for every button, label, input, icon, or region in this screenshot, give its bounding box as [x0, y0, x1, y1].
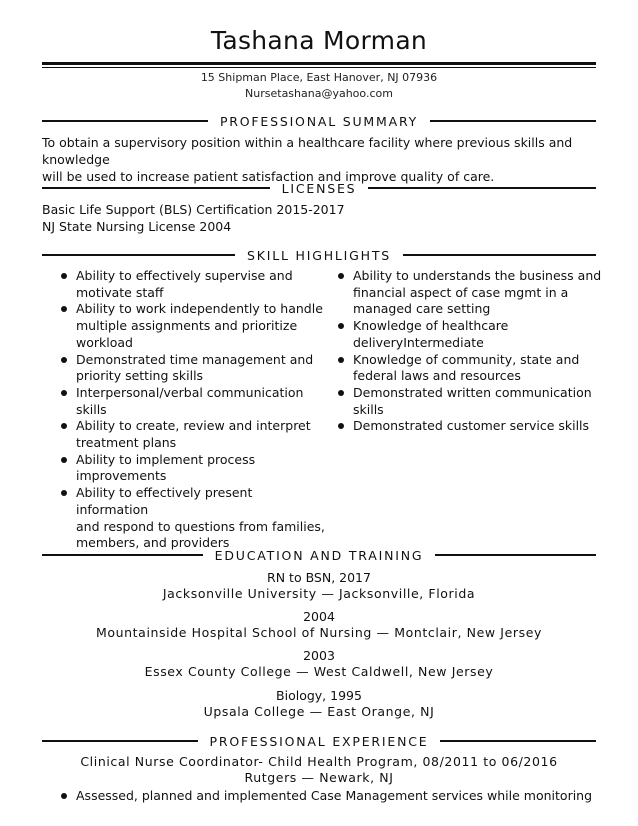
skills-heading [42, 248, 596, 262]
licenses-heading-label: LICENSES [281, 180, 357, 196]
school-location: East Orange, NJ [327, 704, 435, 719]
bullet-dot-icon [61, 390, 67, 396]
skills-left-column [76, 268, 326, 552]
education-heading [42, 548, 596, 562]
header-rule-thick [42, 62, 596, 65]
school-location: West Caldwell, New Jersey [313, 664, 494, 679]
education-degree: Biology, 1995 [276, 688, 362, 703]
education-school-line [0, 704, 638, 719]
skill-item-line: federal laws and resources [353, 368, 521, 384]
skill-item-line: workload [76, 334, 133, 350]
skill-item [76, 268, 326, 301]
separator-dash: — [309, 704, 323, 719]
skill-item-line: treatment plans [76, 435, 177, 451]
bullet-dot-icon [61, 306, 67, 312]
skills-heading-label: SKILL HIGHLIGHTS [247, 247, 391, 263]
heading-line-left [42, 740, 198, 741]
skill-item-line: Ability to effectively present information [76, 485, 253, 517]
education-degree: 2004 [303, 609, 335, 624]
bullet-dot-icon [61, 490, 67, 496]
skill-item-line: Ability to create, review and interpret [76, 418, 311, 434]
skill-item [353, 385, 603, 418]
skill-item-line: Knowledge of healthcare [353, 318, 509, 334]
skill-item [353, 268, 603, 318]
skill-item [76, 485, 326, 552]
separator-dash: — [301, 770, 315, 785]
skill-item [353, 318, 603, 351]
skill-item-line: priority setting skills [76, 368, 204, 384]
skill-item [76, 352, 326, 385]
bullet-dot-icon [338, 390, 344, 396]
skill-item-line: Interpersonal/verbal communication skills [76, 384, 304, 417]
skill-item-line: Ability to work independently to handle [76, 301, 323, 317]
bullet-dot-icon [61, 793, 67, 799]
bullet-dot-icon [61, 357, 67, 363]
heading-line-right [368, 187, 596, 188]
education-school-line [0, 664, 638, 679]
experience-heading-label: PROFESSIONAL EXPERIENCE [209, 733, 429, 749]
experience-job-title: Clinical Nurse Coordinator- Child Health Program, 08/2011 to 06/2016 [80, 754, 558, 769]
summary-line: will be used to increase patient satisfaction and improve quality of care. [42, 169, 495, 184]
school-location: Jacksonville, Florida [339, 586, 476, 601]
candidate-name: Tashana Morman [210, 26, 428, 55]
employer-location: Newark, NJ [319, 770, 394, 785]
education-school-line [0, 625, 638, 640]
license-item: NJ State Nursing License 2004 [42, 219, 232, 234]
education-school-line [0, 586, 638, 601]
skill-item-line: financial aspect of case mgmt in a [353, 284, 569, 300]
skill-item [76, 301, 326, 351]
bullet-dot-icon [61, 423, 67, 429]
skills-right-column [353, 268, 603, 435]
summary-heading [42, 114, 596, 128]
heading-line-left [42, 120, 208, 121]
school-name: Mountainside Hospital School of Nursing [96, 625, 372, 640]
summary-text [42, 134, 598, 185]
skill-item [353, 352, 603, 385]
skill-item-line: multiple assignments and prioritize [76, 318, 298, 334]
experience-heading [42, 734, 596, 748]
bullet-dot-icon [338, 357, 344, 363]
separator-dash: — [376, 625, 390, 640]
bullet-dot-icon [61, 457, 67, 463]
skill-item [353, 418, 603, 435]
experience-bullet-text: Assessed, planned and implemented Case Management services while monitoring [76, 788, 593, 803]
license-item: Basic Life Support (BLS) Certification 2015-2017 [42, 202, 345, 217]
education-degree: 2003 [303, 648, 335, 663]
school-name: Jacksonville University [162, 586, 317, 601]
employer-name: Rutgers [244, 770, 297, 785]
skill-item-line: Ability to understands the business and [353, 268, 602, 283]
school-location: Montclair, New Jersey [394, 625, 542, 640]
education-degree: RN to BSN, 2017 [267, 570, 371, 585]
experience-bullets [76, 788, 606, 805]
education-heading-label: EDUCATION AND TRAINING [214, 547, 424, 563]
skill-item-line: Demonstrated time management and [76, 351, 314, 367]
separator-dash: — [321, 586, 335, 601]
skill-item-line: managed care setting [353, 301, 491, 317]
bullet-dot-icon [61, 273, 67, 279]
heading-line-right [440, 740, 596, 741]
bullet-dot-icon [338, 273, 344, 279]
experience-bullet [76, 788, 606, 805]
licenses-list [42, 201, 598, 235]
licenses-heading [42, 181, 596, 195]
heading-line-left [42, 187, 270, 188]
skill-item-line: and respond to questions from families, [76, 518, 325, 534]
contact-address: 15 Shipman Place, East Hanover, NJ 07936 [200, 71, 438, 84]
skill-item [76, 452, 326, 485]
summary-line: To obtain a supervisory position within a healthcare facility where previous skills and knowledge [42, 135, 573, 167]
contact-email: Nursetashana@yahoo.com [245, 87, 393, 100]
bullet-dot-icon [338, 323, 344, 329]
heading-line-right [435, 554, 596, 555]
school-name: Essex County College [144, 664, 292, 679]
skill-item-line: Demonstrated written communication [353, 384, 592, 400]
skill-item-line: skills [353, 401, 384, 417]
skill-item [76, 418, 326, 451]
heading-line-right [403, 254, 596, 255]
skill-item-line: Knowledge of community, state and [353, 351, 580, 367]
skill-item-line: Ability to effectively supervise and [76, 268, 293, 283]
skill-item-line: Demonstrated customer service skills [353, 418, 590, 434]
heading-line-right [430, 120, 596, 121]
skill-item [76, 385, 326, 418]
skill-item-line: improvements [76, 468, 167, 484]
bullet-dot-icon [338, 423, 344, 429]
heading-line-left [42, 254, 235, 255]
summary-heading-label: PROFESSIONAL SUMMARY [219, 113, 419, 129]
school-name: Upsala College [203, 704, 305, 719]
skill-item-line: motivate staff [76, 284, 164, 300]
experience-employer-line [0, 770, 638, 785]
skill-item-line: Ability to implement process [76, 451, 256, 467]
separator-dash: — [296, 664, 310, 679]
skill-item-line: members, and providers [76, 535, 230, 551]
header-rule-thin [42, 67, 596, 68]
heading-line-left [42, 554, 203, 555]
skill-item-line: deliveryIntermediate [353, 334, 484, 350]
